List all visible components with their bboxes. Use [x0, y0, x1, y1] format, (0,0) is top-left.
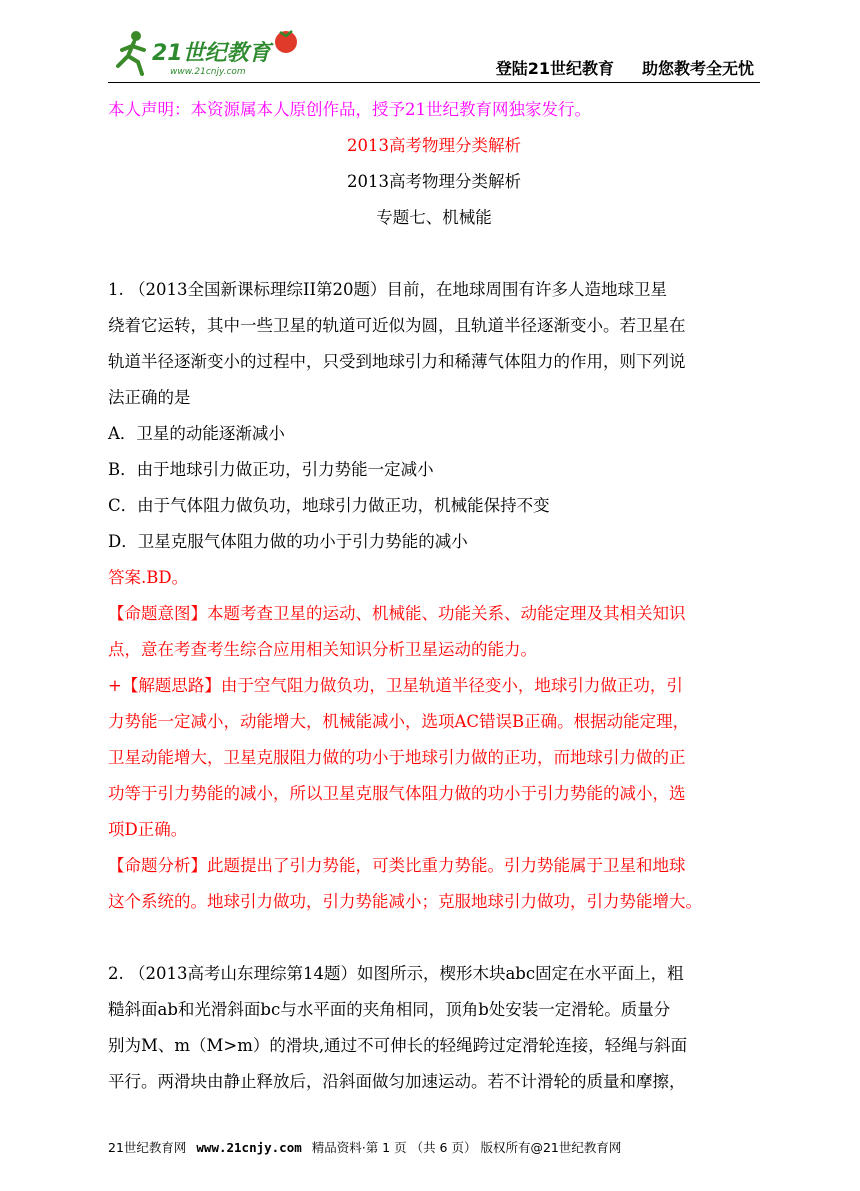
tomato-icon	[275, 31, 297, 53]
running-man-icon	[118, 31, 144, 74]
q2-stem-line: 平行。两滑块由静止释放后，沿斜面做匀加速运动。若不计滑轮的质量和摩擦，	[108, 1072, 686, 1091]
q1-option-c: C．由于气体阻力做负功，地球引力做正功，机械能保持不变	[108, 496, 550, 515]
question-2	[108, 956, 760, 1100]
q1-intent-line: 【命题意图】本题考查卫星的运动、机械能、功能关系、动能定理及其相关知识	[108, 604, 686, 623]
q1-intent-line: 点，意在考查考生综合应用相关知识分析卫星运动的能力。	[108, 640, 537, 659]
footer-page-info: 精品资料·第 1 页 （共 6 页） 版权所有@21世纪教育网	[311, 1140, 622, 1155]
q1-option-a: A．卫星的动能逐渐减小	[108, 424, 285, 443]
q1-solution-line: 功等于引力势能的减小，所以卫星克服气体阻力做的功小于引力势能的减小，选	[108, 784, 686, 803]
slogan-left: 登陆21世纪教育	[495, 59, 614, 78]
q1-solution-line: 卫星动能增大，卫星克服阻力做的功小于地球引力做的正功，而地球引力做的正	[108, 748, 686, 767]
site-logo[interactable]	[108, 26, 308, 78]
logo-url: www.21cnjy.com	[170, 67, 246, 77]
logo-text: 21世纪教育	[152, 41, 271, 66]
header-divider	[108, 82, 760, 83]
q1-option-d: D．卫星克服气体阻力做的功小于引力势能的减小	[108, 532, 468, 551]
q1-stem-line: 绕着它运转，其中一些卫星的轨道可近似为圆，且轨道半径逐渐变小。若卫星在	[108, 316, 686, 335]
slogan-right: 助您教考全无忧	[641, 59, 754, 78]
page-footer	[108, 1138, 760, 1156]
document-body	[108, 92, 760, 1100]
q1-solution-line: +【解题思路】由于空气阻力做负功，卫星轨道半径变小，地球引力做正功，引	[108, 676, 683, 695]
question-1	[108, 272, 760, 920]
q1-stem-line: 法正确的是	[108, 388, 191, 407]
q1-stem-line: 轨道半径逐渐变小的过程中，只受到地球引力和稀薄气体阻力的作用，则下列说	[108, 352, 686, 371]
q1-stem-line: 1. （2013全国新课标理综II第20题）目前，在地球周围有许多人造地球卫星	[108, 280, 668, 299]
q1-answer: 答案.BD。	[108, 568, 189, 587]
q1-analysis-line: 这个系统的。地球引力做功，引力势能减小；克服地球引力做功，引力势能增大。	[108, 892, 702, 911]
q1-option-b: B．由于地球引力做正功，引力势能一定减小	[108, 460, 434, 479]
footer-site: 21世纪教育网	[108, 1140, 187, 1155]
q1-solution-line: 项D正确。	[108, 820, 188, 839]
page-header	[108, 26, 760, 84]
footer-url-link[interactable]: www.21cnjy.com	[196, 1140, 302, 1155]
header-slogan	[496, 56, 754, 79]
document-title-red: 2013高考物理分类解析	[347, 136, 521, 155]
q2-stem-line: 糙斜面ab和光滑斜面bc与水平面的夹角相同，顶角b处安装一定滑轮。质量分	[108, 1000, 671, 1019]
q2-stem-line: 2. （2013高考山东理综第14题）如图所示，楔形木块abc固定在水平面上，粗	[108, 964, 684, 983]
q1-solution-line: 力势能一定减小，动能增大，机械能减小，选项AC错误B正确。根据动能定理，	[108, 712, 690, 731]
document-title: 2013高考物理分类解析	[347, 172, 521, 191]
q1-analysis-line: 【命题分析】此题提出了引力势能，可类比重力势能。引力势能属于卫星和地球	[108, 856, 686, 875]
section-subtitle: 专题七、机械能	[376, 208, 492, 227]
q2-stem-line: 别为M、m（M>m）的滑块,通过不可伸长的轻绳跨过定滑轮连接，轻绳与斜面	[108, 1036, 688, 1055]
copyright-declaration: 本人声明：本资源属本人原创作品，授予21世纪教育网独家发行。	[108, 100, 591, 119]
